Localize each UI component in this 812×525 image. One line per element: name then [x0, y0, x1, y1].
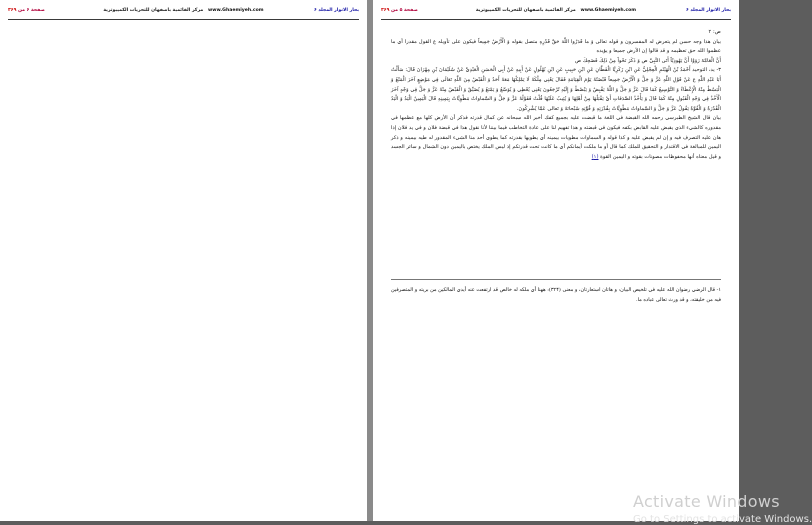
paragraph [391, 114, 721, 162]
page-total: ۳۶۹ [381, 8, 390, 13]
main-text [391, 28, 721, 162]
document-page-left [0, 0, 367, 521]
page-label: صفحة ۶ من [18, 8, 45, 13]
footnote-text: ۱- قال الرضي رضوان الله عليه في تلخيص البيان: و هاتان استعارتان، و معنى (۳۲۴): ههنا أي ملكه له خالص قد ارتفعت عنه أيدي المالكين من بريته و المتصرفين فيه من خليقته، و قد ورث تعالى عباده ما. [391, 287, 721, 303]
page-total: ۳۶۹ [8, 8, 17, 13]
page-number-marker: ص: ۲ [708, 29, 721, 35]
paragraph: أَنَّ الْعَامَّةَ رَوَوْا أَنَّ يَهُودِيّاً أَتَى النَّبِيَّ ص وَ ذَكَرَ نَحْواً مِنْ ذَلِكَ فَضَحِكَ ص [574, 57, 721, 64]
paragraph: بيان هذا وجه حسن لم يتعرض له المفسرون و قوله تعالى وَ ما قَدَرُوا اللَّهَ حَقَّ قَدْرِهِ متصل بقوله وَ الْأَرْضُ جَمِيعاً فيكون على تأويله ع القول مقدرا أي ما عظموا الله حق تعظيمه و قد قالوا إن الأرض جميعا و يؤيده [391, 38, 721, 55]
header-center [381, 7, 731, 15]
site-link[interactable]: www.Ghaemiyeh.com [580, 8, 637, 13]
book-title: بحار الانوار المجلد ۶ [313, 8, 359, 13]
footnote [391, 286, 721, 305]
activate-windows-watermark: Activate Windows [633, 492, 780, 511]
center-name: مرکز القائمیة باصفهان للتحریات الکمپیوتریة [475, 8, 576, 13]
document-page-right [373, 0, 739, 521]
footnote-divider [391, 279, 721, 280]
center-name: مرکز القائمیة باصفهان للتحریات الکمپیوتریة [103, 8, 204, 13]
paragraph: ۳- يد، التوحيد أَحْمَدُ بْنُ الْهَيْثَمِ الْعِجْلِيُّ عَنِ ابْنِ زَكَرِيَّا الْقَطَّانِ عَنِ ابْنِ حَبِيبٍ عَنِ ابْنِ بُهْلُولٍ عَنْ أَبِيهِ عَنْ أَبِي الْحَسَنِ الْعَبْدِيِّ عَنْ سُلَيْمَانَ بْنِ مِهْرَانَ قَالَ: سَأَلْتُ أَبَا عَبْدِ اللَّهِ ع عَنْ قَوْلِ اللَّهِ عَزَّ وَ جَلَّ وَ الْأَرْضُ جَمِيعاً قَبْضَتُهُ يَوْمَ الْقِيَامَةِ فَقَالَ يَعْنِي مِلْكَهُ لَا يَمْلِكُهَا مَعَهُ أَحَدٌ وَ الْقَبْضُ مِنَ اللَّهِ تَعَالَى فِي مَوْضِعٍ آخَرَ الْمَنْعُ وَ الْبَسْطُ مِنْهُ الْإِعْطَاءُ وَ التَّوْسِيعُ كَمَا قَالَ عَزَّ وَ جَلَّ وَ اللَّهُ يَقْبِضُ وَ يَبْصُطُ وَ إِلَيْهِ تُرْجَعُونَ يَعْنِي يُعْطِي وَ يُوَسِّعُ وَ يَمْنَعُ وَ يُضَيِّقُ وَ الْقَبْضُ مِنْهُ عَزَّ وَ جَلَّ فِي وَجْهٍ آخَرَ الْأَخْذُ فِي وَجْهِ الْقَبُولِ مِنْهُ كَمَا قَالَ وَ يَأْخُذُ الصَّدَقاتِ أَيْ يَقْبَلُهَا مِنْ أَهْلِهَا وَ يُثِيبُ عَلَيْهَا قُلْتُ فَقَوْلُهُ عَزَّ وَ جَلَّ وَ السَّماواتُ مَطْوِيَّاتٌ بِيَمِينِهِ قَالَ الْيَمِينُ الْيَدُ وَ الْيَدُ الْقُدْرَةُ وَ الْقُوَّةُ يَقُولُ عَزَّ وَ جَلَّ وَ السَّماواتُ مَطْوِيَّاتٌ بِقُدْرَتِهِ وَ قُوَّتِهِ سُبْحانَهُ وَ تَعالى عَمَّا يُشْرِكُونَ. [391, 67, 721, 112]
page-header [8, 7, 359, 20]
footnote-reference-link[interactable]: (۱) [591, 153, 599, 160]
page-label: صفحة ۵ من [391, 8, 418, 13]
page-counter [8, 7, 45, 15]
site-link[interactable]: www.Ghaemiyeh.com [208, 8, 264, 13]
book-title: بحار الانوار المجلد ۶ [685, 8, 731, 13]
page-counter [381, 7, 418, 15]
paragraph-text: بيان قال الشيخ الطبرسي رحمه الله القبضة في اللغة ما قبضت عليه بجميع كفك أخبر الله سبحانه عن كمال قدرته فذكر أن الأرض كلها مع عظمها في مقدوره كالشيء الذي يقبض عليه القابض بكفه فيكون في قبضته و هذا تفهيم لنا على عادة التخاطب فيما بيننا لأنا نقول هذا في قبضة فلان و في يد فلان إذا هان عليه التصرف فيه و إن لم يقبض عليه و كذا قوله و السماوات مطويات بيمينه أي يطويها بقدرته كما يطوي أحد منا الشيء المقدور له طيه بيمينه و ذكر اليمين للمبالغة في الاقتدار و التحقيق للملك كما قال أو ما ملكت أيمانكم أي ما كانت تحت قدرتكم إذ ليس الملك يختص باليمين دون الشمال و سائر الجسد و قيل معناه أنها محفوظات مصونات بقوته و اليمين القوة [391, 115, 721, 160]
activate-windows-subtext: Go to Settings to activate Windows. [633, 514, 812, 525]
page-header [381, 7, 731, 20]
header-center [8, 7, 359, 15]
